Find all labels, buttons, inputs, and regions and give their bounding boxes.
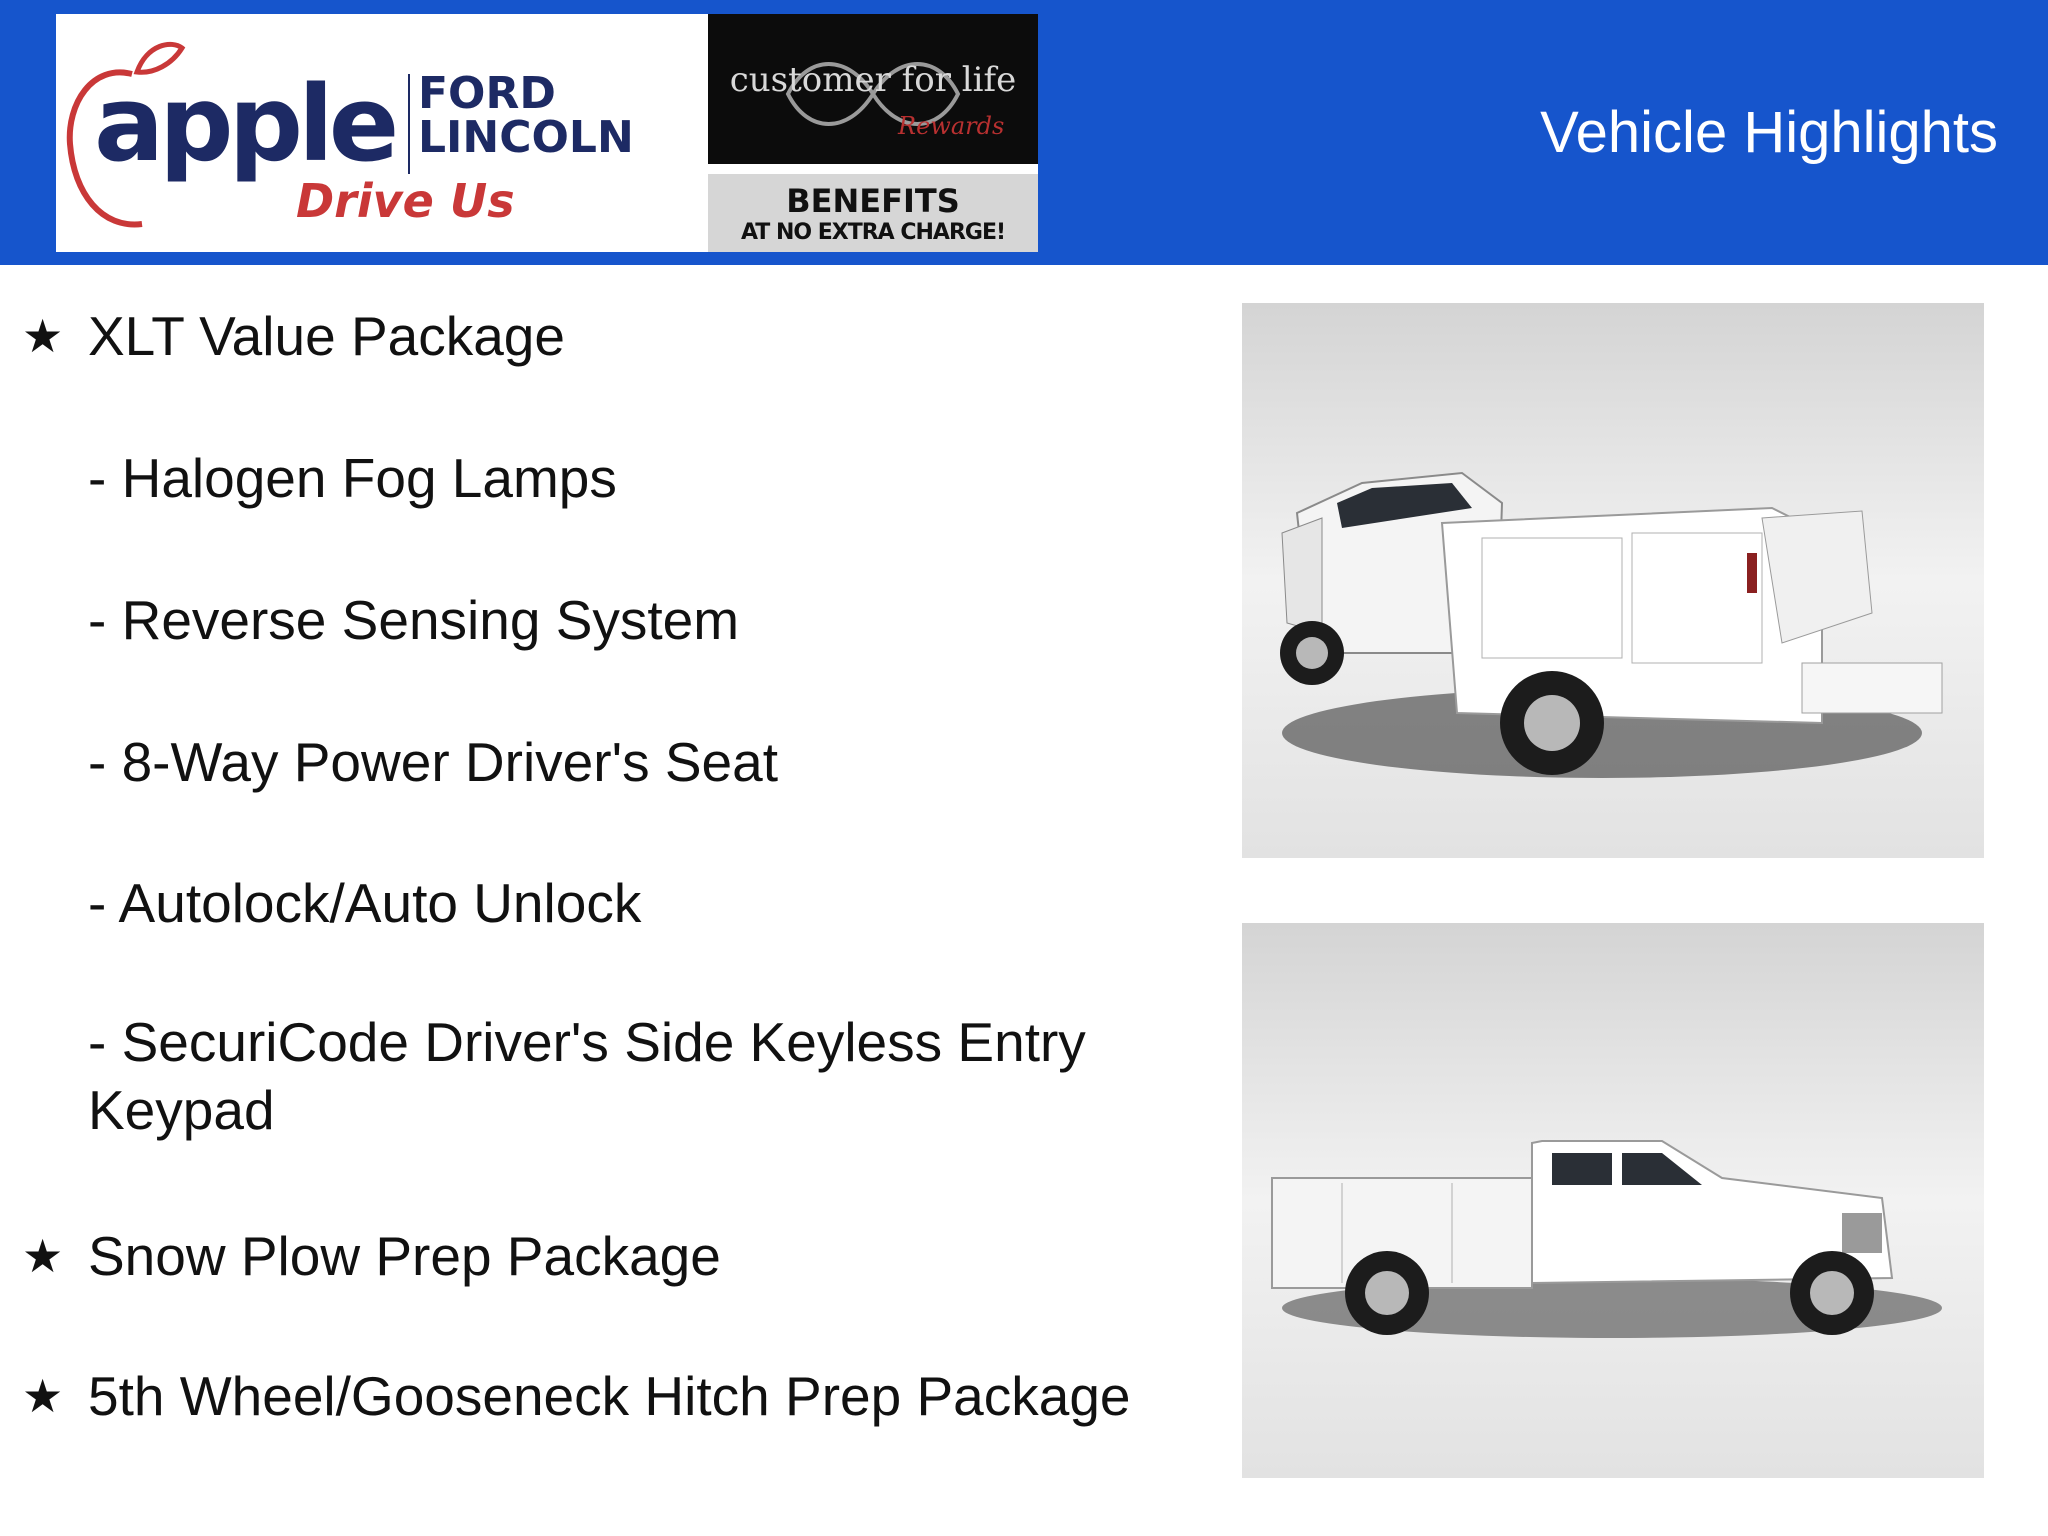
logo-divider	[408, 74, 410, 174]
logo-tagline: Drive Us	[296, 174, 515, 228]
badge-no-charge: AT NO EXTRA CHARGE!	[740, 220, 1006, 245]
vehicle-photo-side	[1242, 923, 1984, 1478]
highlight-item	[0, 1222, 1200, 1292]
highlight-item	[0, 869, 1200, 939]
vehicle-photo-rear	[1242, 303, 1984, 858]
highlight-text: - 8-Way Power Driver's Seat	[88, 731, 778, 793]
highlight-item	[0, 1008, 1200, 1148]
highlight-text: 5th Wheel/Gooseneck Hitch Prep Package	[88, 1365, 1131, 1427]
highlight-text: - Halogen Fog Lamps	[88, 447, 617, 509]
logo-apple-text: apple	[94, 63, 395, 185]
highlight-text: - SecuriCode Driver's Side Keyless Entry Keypad	[88, 1011, 1086, 1141]
highlight-text: - Autolock/Auto Unlock	[88, 872, 642, 934]
highlight-item	[0, 444, 1200, 514]
highlight-item	[0, 728, 1200, 798]
badge-rewards: Rewards	[898, 112, 1005, 140]
customer-for-life-badge	[708, 14, 1038, 252]
highlight-text: XLT Value Package	[88, 305, 565, 367]
star-icon: ★	[22, 1370, 64, 1422]
badge-title: customer for life	[729, 60, 1017, 100]
page-title: Vehicle Highlights	[1540, 100, 1998, 165]
highlight-text: Snow Plow Prep Package	[88, 1225, 721, 1287]
logo-make	[418, 68, 634, 163]
highlight-item	[0, 302, 1200, 372]
highlight-item	[0, 586, 1200, 656]
logo-make-lincoln: LINCOLN	[418, 112, 634, 163]
dealer-logo	[56, 14, 708, 252]
badge-benefits: BENEFITS	[786, 182, 960, 220]
highlight-text: - Reverse Sensing System	[88, 589, 740, 651]
star-icon: ★	[22, 1230, 64, 1282]
highlight-item	[0, 1362, 1200, 1502]
header-bar	[0, 0, 2048, 265]
logo-make-ford: FORD	[418, 68, 556, 119]
star-icon: ★	[22, 310, 64, 362]
